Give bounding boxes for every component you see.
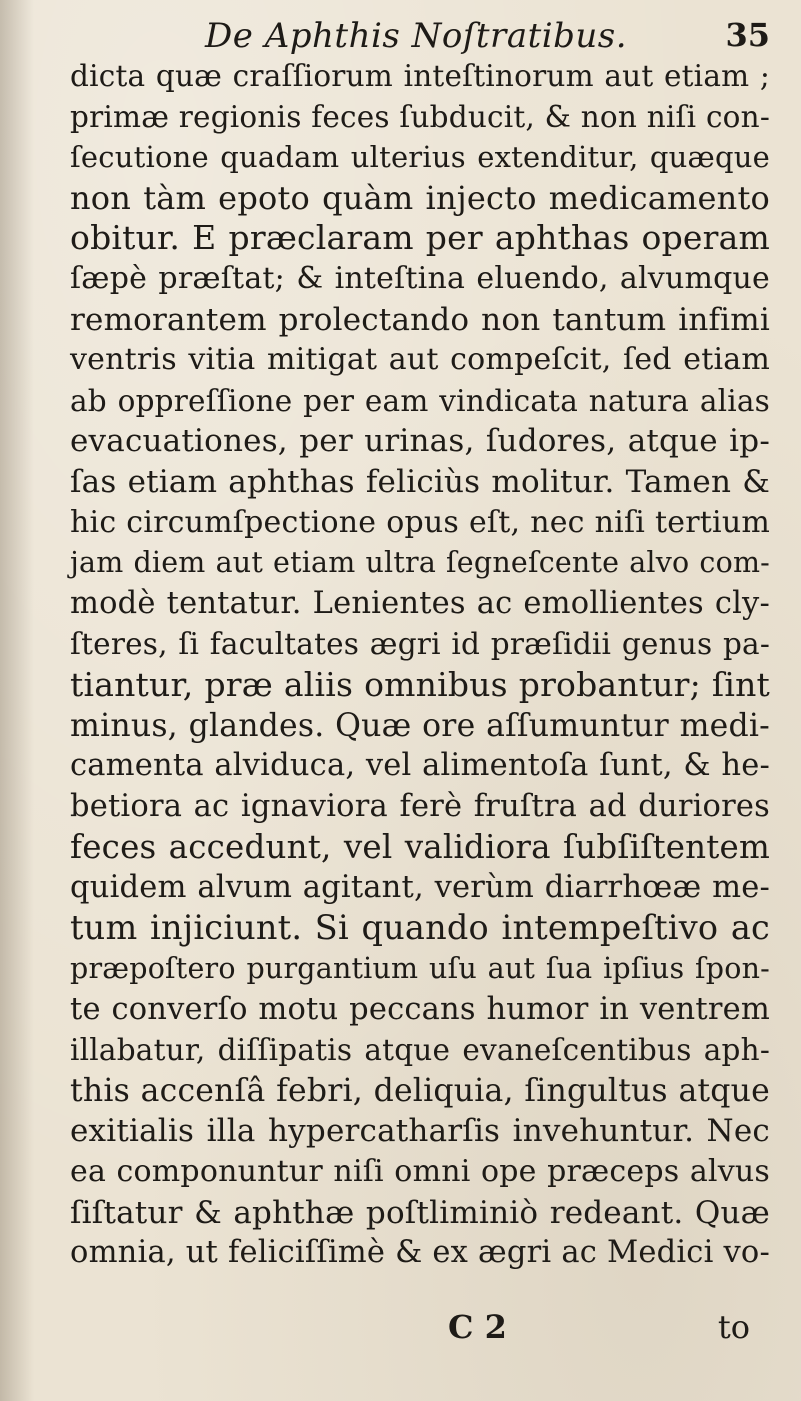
text-line: ſiſtatur & aphthæ poſtliminiò redeant. Quæ: [70, 1194, 770, 1231]
signature-mark: C 2: [448, 1308, 507, 1346]
catchword: to: [717, 1308, 750, 1346]
text-line: jam diem aut etiam ultra ſegneſcente alvo com-: [70, 546, 770, 580]
text-line: camenta alviduca, vel alimentoſa ſunt, & he-: [70, 748, 770, 784]
text-line: omnia, ut feliciſſimè & ex ægri ac Medici vo-: [70, 1235, 770, 1271]
text-line: ab oppreſſione per eam vindicata natura alias: [70, 383, 770, 418]
page-footer: [70, 1308, 770, 1352]
text-line: betiora ac ignaviora ferè fruſtra ad duriores: [70, 788, 770, 824]
text-line: hic circumſpectione opus eſt, nec niſi tertium: [70, 504, 770, 540]
text-line: ſteres, ſi facultates ægri id præſidii genus pa-: [70, 627, 770, 662]
text-line: evacuationes, per urinas, ſudores, atque ip-: [70, 423, 770, 460]
text-line: ſas etiam aphthas feliciùs molitur. Tamen &: [70, 463, 770, 500]
text-line: quidem alvum agitant, verùm diarrhœæ me-: [70, 869, 770, 905]
text-line: ea componuntur niſi omni ope præceps alvus: [70, 1154, 770, 1190]
page-number: 35: [725, 16, 770, 54]
text-line: primæ regionis feces ſubducit, & non niſi con-: [70, 99, 770, 134]
text-line: te converſo motu peccans humor in ventrem: [70, 991, 770, 1027]
text-line: tiantur, præ aliis omnibus probantur; ſint: [70, 664, 770, 704]
text-line: remorantem prolectando non tantum infimi: [70, 301, 770, 338]
text-line: præpoſtero purgantium uſu aut ſua ipſius ſpon-: [70, 952, 770, 986]
text-line: illabatur, diſſipatis atque evaneſcentibus aph-: [70, 1033, 770, 1068]
text-line: dicta quæ craſſiorum inteſtinorum aut etiam ;: [70, 59, 770, 93]
text-line: tum injiciunt. Si quando intempeſtivo ac: [70, 908, 770, 948]
text-line: non tàm epoto quàm injecto medicamento: [70, 178, 770, 217]
running-title: De Aphthis Noſtratibus.: [205, 16, 628, 56]
binding-shadow: [0, 0, 34, 1401]
text-line: feces accedunt, vel validiora ſubſiſtentem: [70, 828, 770, 867]
text-line: exitialis illa hypercatharſis invehuntur. Nec: [70, 1113, 770, 1150]
text-line: obitur. E præclaram per aphthas operam: [70, 218, 770, 258]
text-line: ventris vitia mitigat aut compeſcit, ſed etiam: [70, 342, 770, 378]
text-line: this accenſâ febri, deliquia, ſingultus atque: [70, 1072, 770, 1109]
text-line: ſecutione quadam ulterius extenditur, quæque: [70, 140, 770, 175]
body-text: [70, 56, 770, 1274]
text-line: ſæpè præſtat; & inteſtina eluendo, alvumque: [70, 260, 770, 296]
text-line: modè tentatur. Lenientes ac emollientes cly-: [70, 585, 770, 621]
text-line: minus, glandes. Quæ ore aſſumuntur medi-: [70, 707, 770, 744]
page-header: [90, 12, 780, 58]
